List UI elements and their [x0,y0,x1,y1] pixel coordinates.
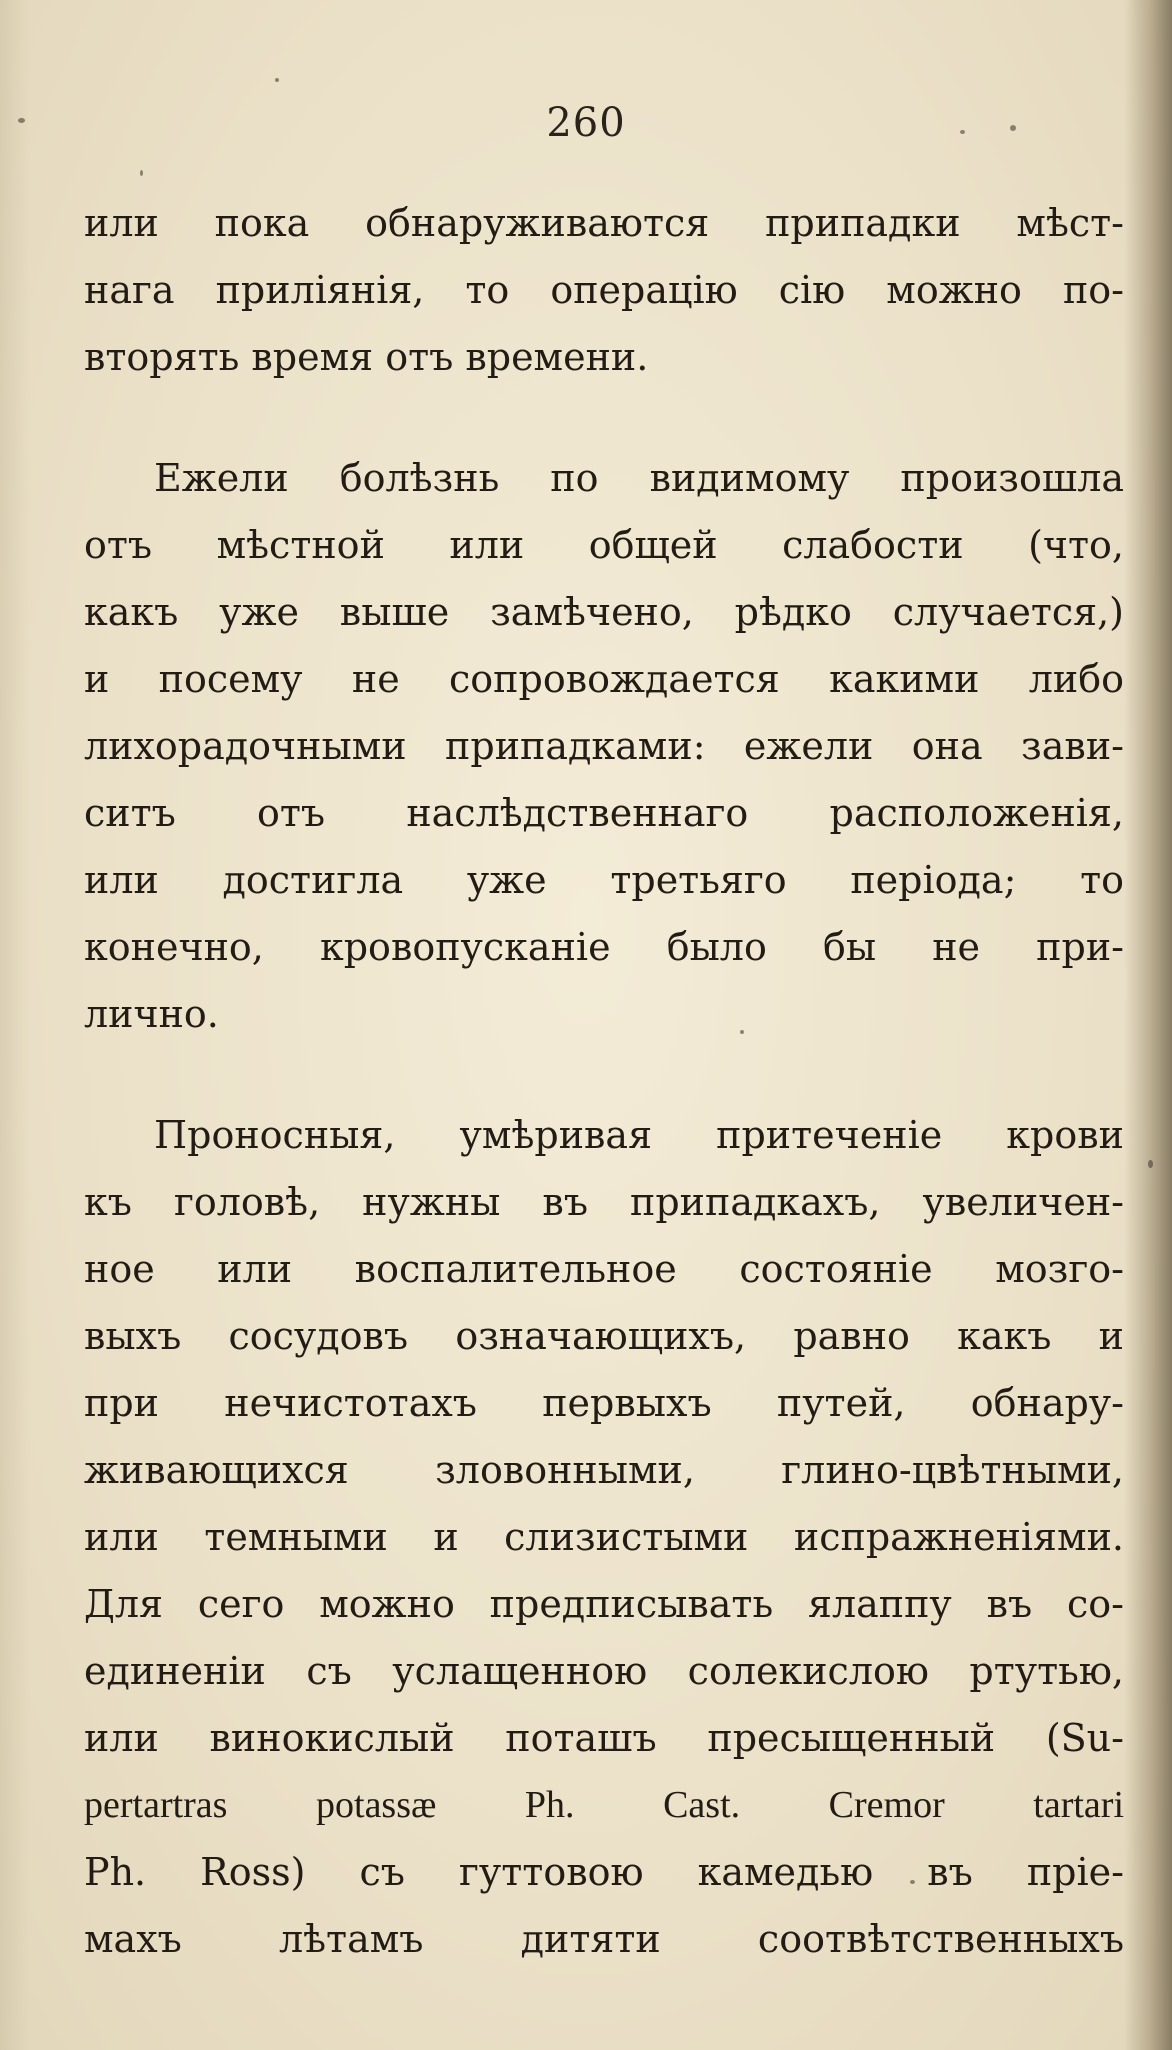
page-number: 260 [546,100,626,146]
page-right-edge-shadow [1124,0,1172,2050]
text-line: и посему не сопровождается какими либо [84,657,1124,701]
text-line: Проносныя, умѣривая притеченiе крови [154,1113,1124,1157]
text-line: Ежели болѣзнь по видимому произошла [154,456,1124,500]
paragraph-2 [84,445,1124,1048]
text-line: или винокислый поташъ пресыщенный (Su- [84,1716,1124,1760]
text-line: нага прилiянiя, то операцiю сiю можно по- [84,268,1124,312]
paragraph-3 [84,1102,1124,1973]
ink-speck [1148,1160,1153,1168]
text-line: къ головѣ, нужны въ припадкахъ, увеличен- [84,1180,1124,1224]
paragraph-1 [84,190,1124,391]
text-line: вторять время отъ времени. [84,335,649,379]
text-line: выхъ сосудовъ означающихъ, равно какъ и [84,1314,1124,1358]
body-text [84,190,1124,2027]
text-line: Для сего можно предписывать ялаппу въ со- [84,1582,1124,1626]
text-line: ситъ отъ наслѣдственнаго расположенiя, [84,791,1124,835]
text-line: pertartras potassæ Ph. Cast. Cremor tartari [84,1784,1124,1826]
text-line: или пока обнаруживаются припадки мѣст- [84,201,1124,245]
text-line: конечно, кровопусканiе было бы не при- [84,925,1124,969]
text-line: или темными и слизистыми испражненiями. [84,1515,1124,1559]
text-line: махъ лѣтамъ дитяти соотвѣтственныхъ [84,1917,1124,1961]
text-line: Ph. Ross) съ гуттовою камедью въ прiе- [84,1850,1124,1894]
text-line: ное или воспалительное состоянiе мозго- [84,1247,1124,1291]
text-line: лихорадочными припадками: ежели она зави- [84,724,1124,768]
page-left-shadow [0,0,30,2050]
text-line: живающихся зловонными, глино-цвѣтными, [84,1448,1124,1492]
ink-speck [275,78,279,82]
text-line: или достигла уже третьяго перiода; то [84,858,1124,902]
ink-speck [140,170,143,176]
text-line: при нечистотахъ первыхъ путей, обнару- [84,1381,1124,1425]
text-line: отъ мѣстной или общей слабости (что, [84,523,1124,567]
text-line: какъ уже выше замѣчено, рѣдко случается,) [84,590,1124,634]
text-line: единенiи съ услащенною солекислою ртутью, [84,1649,1124,1693]
text-line: лично. [84,992,219,1036]
